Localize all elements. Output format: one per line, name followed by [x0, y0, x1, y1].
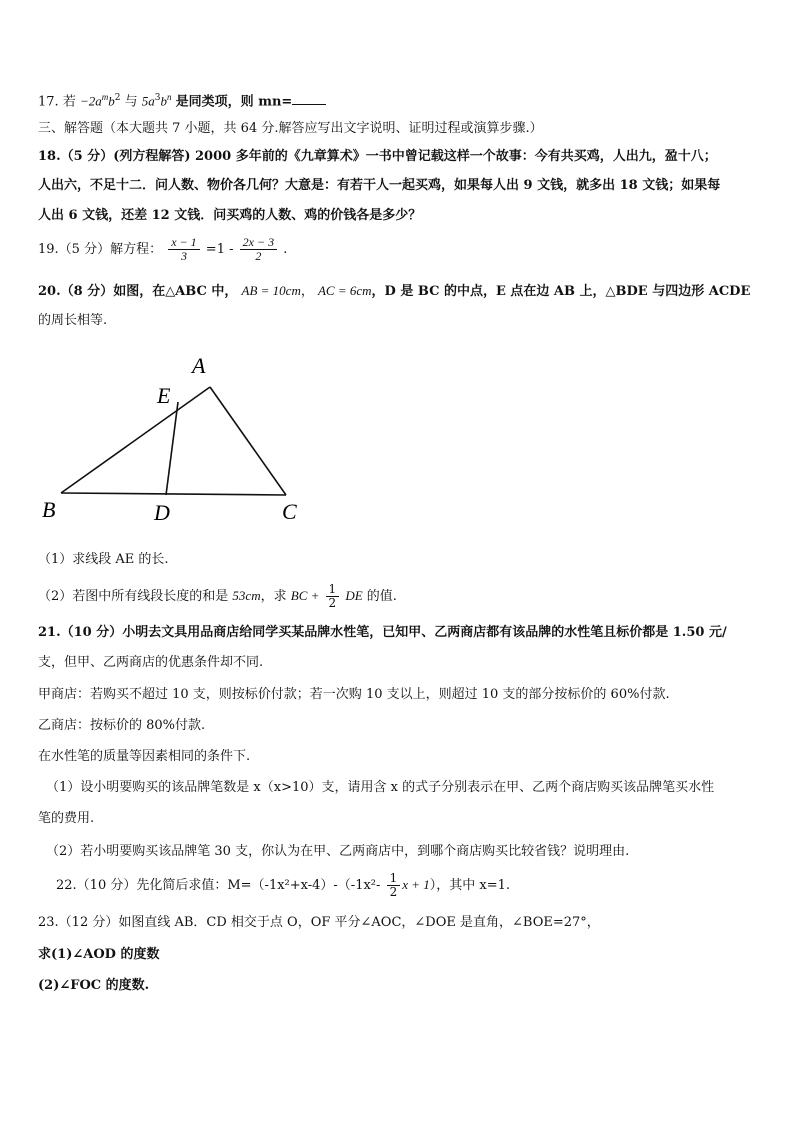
q17-term1-exp1: m: [101, 92, 109, 102]
q22-fraction: [387, 872, 401, 899]
q22-prefix: 22.（10 分）先化简后求值：M=（-1x²+x-4）-（-1x²-: [56, 878, 381, 893]
q21-line-3: 甲商店：若购买不超过 10 支，则按标价付款；若一次购 10 支以上，则超过 10 支的部分按标价的 60%付款.: [38, 687, 670, 702]
q20-sub2-mid: ，求: [260, 589, 287, 604]
q21-line-8: （2）若小明要购买该品牌笔 30 支，你认为在甲、乙两商店中，到哪个商店购买比较省钱？说明理由.: [46, 844, 630, 859]
q22-frac-numerator: 1: [387, 872, 401, 886]
q18-line-2: 人出六，不足十二．问人数、物价各几何？大意是：有若干人一起买鸡，如果每人出 9 文钱，就多出 18 文钱；如果每: [38, 178, 721, 193]
q20-line-2: 的周长相等.: [38, 313, 108, 328]
q20-frac-numerator: 1: [326, 583, 340, 597]
q20-sub2-de: DE: [345, 588, 363, 603]
q21-line-5: 在水性笔的质量等因素相同的条件下.: [38, 749, 251, 764]
q19-suffix: .: [283, 242, 288, 257]
q20-sub-2: [38, 583, 397, 610]
q22-expr: x + 1: [402, 877, 430, 892]
q21-line-4: 乙商店：按标价的 80%付款.: [38, 718, 206, 733]
q19-fraction-1: [168, 236, 199, 263]
q20-sub2-prefix: （2）若图中所有线段长度的和是: [38, 589, 229, 604]
q18-line-3: 人出 6 文钱，还差 12 文钱．问买鸡的人数、鸡的价钱各是多少？: [38, 208, 422, 223]
q21-line-6: （1）设小明要购买的该品牌笔数是 x（x>10）支，请用含 x 的式子分别表示在甲、乙两个商店购买该品牌笔买水性: [46, 780, 715, 795]
q17-term2: 5a: [141, 93, 155, 109]
segment-ac: [210, 387, 286, 495]
q17-term2-exp2: n: [167, 92, 172, 102]
q19-f1-numerator: x − 1: [168, 236, 199, 250]
q20-line-1: [38, 282, 750, 301]
q21-line-1: 21.（10 分）小明去文具用品商店给同学买某品牌水性笔，已知甲、乙两商店都有该品牌的水性笔且标价都是 1.50 元/: [38, 625, 727, 640]
q19-f1-denominator: 3: [180, 249, 187, 263]
question-22: [56, 872, 510, 899]
answer-blank: [292, 92, 326, 105]
label-a: A: [192, 353, 206, 378]
q19-prefix: 19.（5 分）解方程：: [38, 242, 163, 257]
q20-sub2-bc: BC +: [290, 588, 320, 603]
q19-fraction-2: [240, 236, 277, 263]
q21-line-2: 支，但甲、乙两商店的优惠条件却不同.: [38, 655, 264, 670]
triangle-figure: [30, 345, 340, 535]
q21-line-7: 笔的费用.: [38, 811, 95, 826]
q17-number: 17.: [38, 94, 59, 110]
label-c: C: [282, 499, 297, 524]
section-heading: 三、解答题（本大题共 7 小题，共 64 分.解答应写出文字说明、证明过程或演算步骤.）: [38, 121, 543, 136]
q17-prefix: 若: [62, 94, 76, 110]
label-b: B: [42, 497, 56, 522]
q22-frac-denominator: 2: [389, 885, 398, 899]
q19-f2-numerator: 2x − 3: [240, 236, 277, 250]
q22-suffix: ），其中 x=1.: [429, 878, 511, 893]
q20-prefix: 20.（8 分）如图，在△ABC 中，: [38, 284, 238, 299]
q17-term2-b: b: [160, 93, 168, 109]
q23-line-3: (2)∠FOC 的度数.: [38, 978, 150, 993]
segment-ed: [166, 402, 178, 495]
q17-term1-exp2: 2: [114, 93, 121, 103]
q20-sub2-fraction: [326, 583, 340, 610]
q17-term1: −2a: [79, 93, 102, 109]
q20-suffix: ，D 是 BC 的中点，E 点在边 AB 上，△BDE 与四边形 ACDE: [371, 284, 751, 299]
q20-ac: AC = 6cm: [317, 283, 372, 298]
question-17: [38, 88, 326, 111]
segment-bc: [61, 493, 286, 495]
q20-sep: ，: [300, 284, 314, 299]
q18-line-1: 18.（5 分）(列方程解答) 2000 多年前的《九章算术》一书中曾记载这样一个故事：今有共买鸡，人出九，盈十八；: [38, 149, 717, 164]
q19-f2-denominator: 2: [255, 249, 262, 263]
q20-sub2-value: 53cm: [232, 588, 261, 603]
label-d: D: [154, 500, 170, 525]
question-19: [38, 236, 287, 263]
q20-ab: AB = 10cm: [241, 283, 301, 298]
q20-sub-1: （1）求线段 AE 的长.: [38, 552, 169, 567]
q20-sub2-suffix: 的值.: [366, 589, 397, 604]
segment-ab: [61, 387, 210, 493]
q17-term1-b: b: [108, 93, 115, 109]
q17-mid: 与: [124, 94, 138, 110]
q17-suffix: 是同类项，则 mn=: [175, 94, 293, 110]
q19-mid: =1 -: [205, 242, 234, 257]
q23-line-1: 23.（12 分）如图直线 AB．CD 相交于点 O，OF 平分∠AOC，∠DOE 是直角，∠BOE=27°，: [38, 915, 600, 930]
label-e: E: [157, 383, 171, 408]
q20-frac-denominator: 2: [328, 596, 337, 610]
q23-line-2: 求(1)∠AOD 的度数: [38, 947, 160, 962]
q17-term2-exp1: 3: [154, 93, 161, 103]
